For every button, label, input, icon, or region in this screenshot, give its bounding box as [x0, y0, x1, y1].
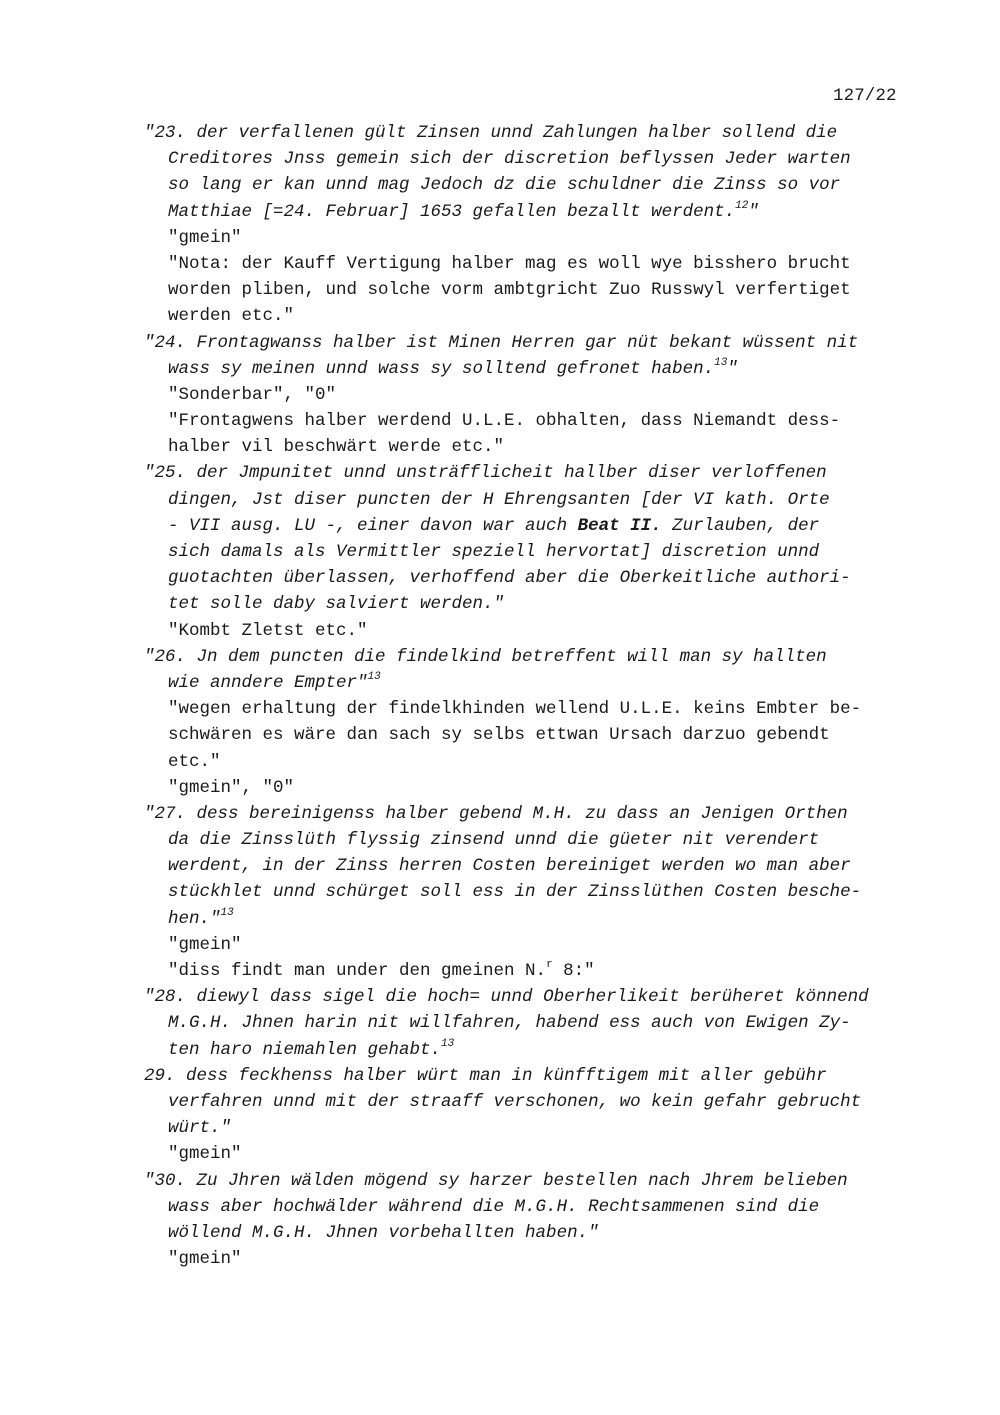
line-text: tet solle daby salviert werden." — [168, 594, 505, 615]
line-text: "27. dess bereinigenss halber gebend M.H. zu dass an Jenigen Orthen — [144, 803, 848, 824]
line-text: "Kombt Zletst etc." — [168, 620, 368, 641]
text-line — [144, 199, 924, 225]
text-line — [144, 775, 924, 801]
page-number: 127/22 — [833, 86, 897, 106]
text-line — [144, 330, 924, 356]
text-line — [144, 670, 924, 696]
line-text: "Sonderbar", "0" — [168, 384, 337, 405]
footnote-ref: 12 — [735, 199, 749, 212]
text-line — [144, 1246, 924, 1272]
line-text: dingen, Jst diser puncten der H Ehrengsanten [der VI kath. Orte — [168, 489, 830, 510]
line-text: stückhlet unnd schürget soll ess in der Zinsslüthen Costen besche- — [168, 882, 862, 903]
text-line — [144, 1010, 924, 1036]
text-line — [144, 749, 924, 775]
bold-name: Beat II. — [577, 515, 662, 536]
line-text: "Frontagwens halber werdend U.L.E. obhalten, dass Niemandt dess- — [168, 411, 841, 432]
text-line — [144, 958, 924, 984]
footnote-ref: 13 — [220, 906, 234, 919]
line-text: "26. Jn dem puncten die findelkind betreffent will man sy hallten — [144, 646, 827, 667]
line-text: Creditores Jnss gemein sich der discretion beflyssen Jeder warten — [168, 149, 851, 170]
text-line — [144, 460, 924, 486]
line-text: wöllend M.G.H. Jhnen vorbehallten haben." — [168, 1222, 599, 1243]
text-line — [144, 120, 924, 146]
text-line — [144, 434, 924, 460]
line-text: worden pliben, und solche vorm ambtgricht Zuo Russwyl verfertiget — [168, 280, 851, 301]
line-text: "diss findt man under den gmeinen N. — [168, 961, 547, 981]
line-text: "28. diewyl dass sigel die hoch= unnd Oberherlikeit berüheret könnend — [144, 987, 869, 1008]
text-line — [144, 146, 924, 172]
text-line — [144, 618, 924, 644]
text-line — [144, 827, 924, 853]
line-text: "24. Frontagwanss halber ist Minen Herren gar nüt bekant wüssent nit — [144, 332, 859, 353]
text-line — [144, 644, 924, 670]
line-text: 29. dess feckhenss halber würt man in künfftigem mit aller gebühr — [144, 1065, 827, 1086]
line-text: "30. Zu Jhren wälden mögend sy harzer bestellen nach Jhrem belieben — [144, 1170, 848, 1191]
line-text: hen." — [168, 908, 221, 929]
text-line — [144, 356, 924, 382]
text-line — [144, 1141, 924, 1167]
line-text: wass aber hochwälder während die M.G.H. Rechtsammenen sind die — [168, 1196, 820, 1217]
line-text: etc." — [168, 751, 221, 772]
text-line — [144, 277, 924, 303]
text-line — [144, 1037, 924, 1063]
text-line — [144, 539, 924, 565]
text-line — [144, 1089, 924, 1115]
text-line — [144, 1220, 924, 1246]
line-text: "gmein", "0" — [168, 777, 295, 798]
text-line — [144, 225, 924, 251]
line-text: M.G.H. Jhnen harin nit willfahren, habend ess auch von Ewigen Zy- — [168, 1013, 851, 1034]
line-text: "23. der verfallenen gült Zinsen unnd Zahlungen halber sollend die — [144, 123, 838, 143]
text-line — [144, 382, 924, 408]
line-text: verfahren unnd mit der straaff verschonen, wo kein gefahr gebrucht — [168, 1091, 862, 1112]
text-line — [144, 1194, 924, 1220]
text-line — [144, 408, 924, 434]
line-text-tail: Zurlauben, der — [661, 515, 820, 536]
text-line — [144, 303, 924, 329]
line-text: werdent, in der Zinss herren Costen bereiniget werden wo man aber — [168, 856, 851, 877]
line-text: ten haro niemahlen gehabt. — [168, 1039, 442, 1060]
line-text: wass sy meinen unnd wass sy solltend gefronet haben. — [168, 358, 715, 379]
line-text: "wegen erhaltung der findelkhinden wellend U.L.E. keins Embter be- — [168, 699, 862, 720]
line-text: schwären es wäre dan sach sy selbs ettwan Ursach darzuo gebendt — [168, 725, 830, 746]
footnote-ref: 13 — [714, 356, 728, 369]
line-text: "25. der Jmpunitet unnd unsträfflicheit hallber diser verloffenen — [144, 463, 827, 484]
text-line — [144, 932, 924, 958]
line-text: "gmein" — [168, 227, 242, 248]
text-line — [144, 591, 924, 617]
text-line — [144, 251, 924, 277]
line-text: - VII ausg. LU -, einer davon war auch — [168, 515, 578, 536]
line-text: "Nota: der Kauff Vertigung halber mag es woll wye bisshero brucht — [168, 253, 851, 274]
line-text: sich damals als Vermittler speziell hervortat] discretion unnd — [168, 542, 820, 562]
text-line — [144, 696, 924, 722]
document-body — [144, 120, 924, 1272]
text-line — [144, 1115, 924, 1141]
line-text: "gmein" — [168, 1144, 242, 1165]
line-text: Matthiae [=24. Februar] 1653 gefallen bezallt werdent. — [168, 201, 736, 222]
text-line — [144, 984, 924, 1010]
line-text-tail: 8:" — [552, 961, 595, 981]
line-text-tail: " — [748, 201, 759, 222]
line-text: wie anndere Empter" — [168, 672, 368, 693]
text-line — [144, 487, 924, 513]
line-text: "gmein" — [168, 934, 242, 955]
text-line — [144, 722, 924, 748]
text-line — [144, 879, 924, 905]
line-text: würt." — [168, 1118, 232, 1139]
text-line — [144, 853, 924, 879]
line-text-tail: " — [727, 358, 738, 379]
text-line — [144, 1063, 924, 1089]
footnote-ref: 13 — [367, 670, 381, 683]
text-line — [144, 565, 924, 591]
text-line — [144, 513, 924, 539]
text-line — [144, 801, 924, 827]
footnote-ref: 13 — [441, 1037, 455, 1050]
text-line — [144, 172, 924, 198]
line-text: werden etc." — [168, 306, 295, 327]
line-text: "gmein" — [168, 1249, 242, 1270]
line-text: halber vil beschwärt werde etc." — [168, 437, 505, 458]
footnote-ref: r — [546, 959, 553, 971]
text-line — [144, 906, 924, 932]
line-text: da die Zinsslüth flyssig zinsend unnd die güeter nit verendert — [168, 830, 820, 851]
line-text: so lang er kan unnd mag Jedoch dz die schuldner die Zinss so vor — [168, 175, 841, 196]
text-line — [144, 1168, 924, 1194]
line-text: guotachten überlassen, verhoffend aber die Oberkeitliche authori- — [168, 568, 851, 589]
